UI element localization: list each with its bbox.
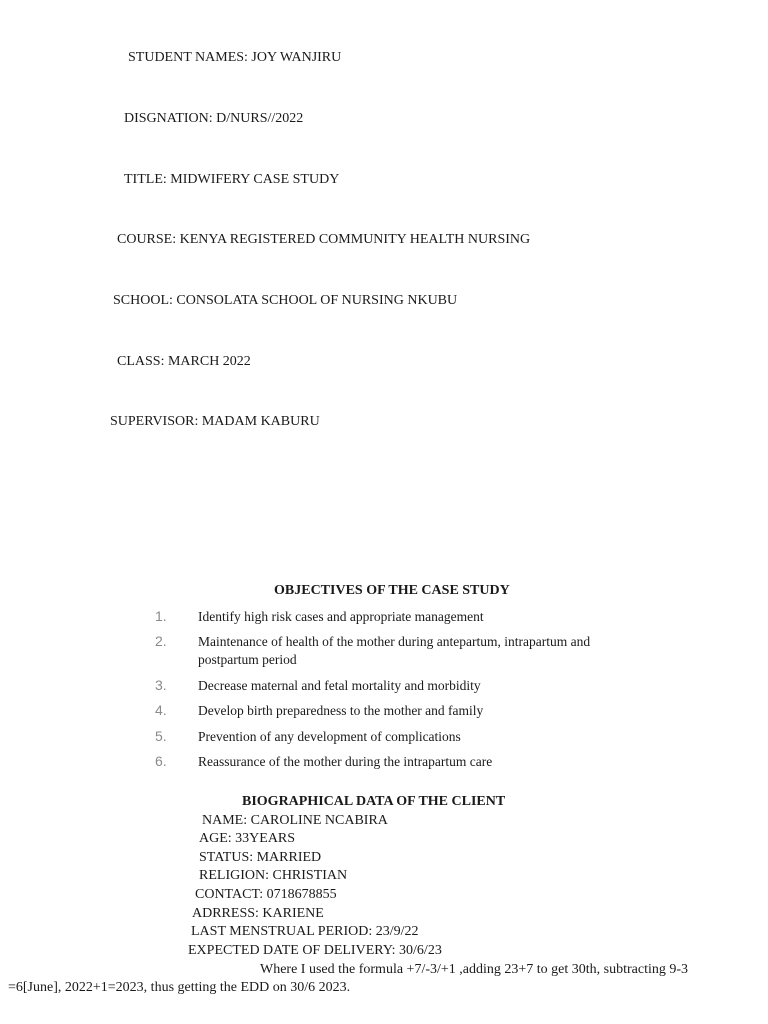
objective-number: 4.	[155, 702, 167, 718]
client-contact: CONTACT: 0718678855	[195, 887, 337, 902]
objective-text: Reassurance of the mother during the intrapartum care	[198, 754, 493, 769]
objective-text: Develop birth preparedness to the mother and family	[198, 703, 484, 718]
client-religion: RELIGION: CHRISTIAN	[199, 868, 348, 883]
supervisor: SUPERVISOR: MADAM KABURU	[110, 414, 320, 429]
objective-text: Identify high risk cases and appropriate management	[198, 609, 484, 624]
biodata-heading: BIOGRAPHICAL DATA OF THE CLIENT	[242, 794, 506, 809]
objective-number: 6.	[155, 753, 167, 769]
designation: DISGNATION: D/NURS//2022	[124, 111, 304, 126]
formula-line-1: Where I used the formula +7/-3/+1 ,adding 23+7 to get 30th, subtracting 9-3	[260, 962, 689, 977]
objective-text: Decrease maternal and fetal mortality and morbidity	[198, 678, 481, 693]
client-edd: EXPECTED DATE OF DELIVERY: 30/6/23	[188, 943, 442, 958]
client-age: AGE: 33YEARS	[199, 831, 296, 846]
objective-number: 1.	[155, 608, 167, 624]
course: COURSE: KENYA REGISTERED COMMUNITY HEALTH NURSING	[117, 232, 531, 247]
student-names: STUDENT NAMES: JOY WANJIRU	[128, 50, 342, 65]
formula-line-2: =6[June], 2022+1=2023, thus getting the EDD on 30/6 2023.	[8, 980, 351, 995]
class: CLASS: MARCH 2022	[117, 354, 251, 369]
objective-text: Maintenance of health of the mother during antepartum, intrapartum and postpartum period	[198, 634, 591, 667]
objective-number: 5.	[155, 728, 167, 744]
objectives-heading: OBJECTIVES OF THE CASE STUDY	[274, 583, 510, 598]
school: SCHOOL: CONSOLATA SCHOOL OF NURSING NKUBU	[113, 293, 458, 308]
objective-number: 2.	[155, 633, 167, 649]
client-lmp: LAST MENSTRUAL PERIOD: 23/9/22	[191, 924, 419, 939]
objective-text: Prevention of any development of complications	[198, 729, 461, 744]
title: TITLE: MIDWIFERY CASE STUDY	[124, 172, 340, 187]
client-name: NAME: CAROLINE NCABIRA	[202, 813, 388, 828]
client-address: ADRRESS: KARIENE	[192, 906, 324, 921]
objective-number: 3.	[155, 677, 167, 693]
client-status: STATUS: MARRIED	[199, 850, 322, 865]
